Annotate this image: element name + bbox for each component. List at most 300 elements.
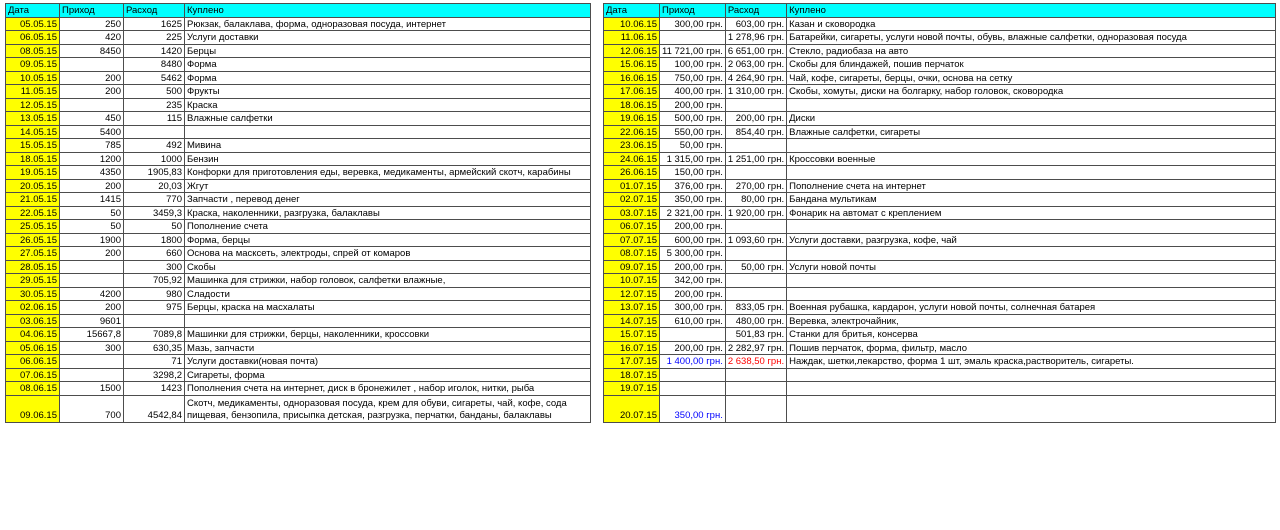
bought-cell[interactable]	[787, 287, 1276, 301]
income-cell[interactable]: 4200	[60, 287, 124, 301]
table-row	[6, 260, 591, 274]
income-cell[interactable]	[60, 58, 124, 72]
table-row	[6, 44, 591, 58]
bought-cell[interactable]: Сладости	[185, 287, 591, 301]
expense-cell[interactable]	[725, 382, 786, 396]
expense-cell[interactable]: 235	[124, 98, 185, 112]
expense-cell[interactable]: 2 282,97 грн.	[725, 341, 786, 355]
bought-cell[interactable]: Стекло, радиобаза на авто	[787, 44, 1276, 58]
income-cell[interactable]: 200,00 грн.	[660, 98, 726, 112]
bought-cell[interactable]: Форма	[185, 71, 591, 85]
table-row	[604, 139, 1276, 153]
expense-cell[interactable]: 1423	[124, 382, 185, 396]
table-row	[6, 328, 591, 342]
date-cell[interactable]: 19.05.15	[6, 166, 60, 180]
bought-cell[interactable]	[185, 125, 591, 139]
expense-cell[interactable]: 2 063,00 грн.	[725, 58, 786, 72]
table-row	[604, 328, 1276, 342]
table-row	[6, 152, 591, 166]
expense-cell[interactable]: 3298,2	[124, 368, 185, 382]
expense-cell[interactable]	[725, 368, 786, 382]
expense-cell[interactable]	[124, 314, 185, 328]
bought-cell[interactable]: Влажные салфетки	[185, 112, 591, 126]
date-cell[interactable]: 12.06.15	[604, 44, 660, 58]
expense-cell[interactable]: 71	[124, 355, 185, 369]
expense-cell[interactable]: 4542,84	[124, 395, 185, 422]
expense-cell[interactable]: 975	[124, 301, 185, 315]
expense-cell[interactable]	[725, 274, 786, 288]
date-cell[interactable]: 17.06.15	[604, 85, 660, 99]
date-cell[interactable]: 26.06.15	[604, 166, 660, 180]
income-cell[interactable]: 200	[60, 247, 124, 261]
expense-cell[interactable]: 6 651,00 грн.	[725, 44, 786, 58]
date-cell[interactable]: 15.07.15	[604, 328, 660, 342]
income-cell[interactable]: 11 721,00 грн.	[660, 44, 726, 58]
date-cell[interactable]: 08.07.15	[604, 247, 660, 261]
expense-cell[interactable]: 1000	[124, 152, 185, 166]
bought-cell[interactable]: Батарейки, сигареты, услуги новой почты, обувь, влажные салфетки, одноразовая посуда	[787, 31, 1276, 45]
income-cell[interactable]: 200,00 грн.	[660, 341, 726, 355]
date-cell[interactable]: 09.06.15	[6, 395, 60, 422]
date-cell[interactable]: 08.06.15	[6, 382, 60, 396]
expense-cell[interactable]: 3459,3	[124, 206, 185, 220]
date-cell[interactable]: 07.07.15	[604, 233, 660, 247]
expense-ledger-table-june-july	[603, 3, 1276, 423]
income-cell[interactable]: 750,00 грн.	[660, 71, 726, 85]
bought-cell[interactable]: Бензин	[185, 152, 591, 166]
date-cell[interactable]: 22.05.15	[6, 206, 60, 220]
expense-cell[interactable]	[725, 247, 786, 261]
date-cell[interactable]: 15.06.15	[604, 58, 660, 72]
date-cell[interactable]: 05.05.15	[6, 17, 60, 31]
expense-cell[interactable]: 603,00 грн.	[725, 17, 786, 31]
table-row	[604, 260, 1276, 274]
column-header-bought[interactable]: Куплено	[787, 4, 1276, 18]
date-cell[interactable]: 19.06.15	[604, 112, 660, 126]
bought-cell[interactable]: Форма, берцы	[185, 233, 591, 247]
expense-cell[interactable]: 80,00 грн.	[725, 193, 786, 207]
bought-cell[interactable]: Пошив перчаток, форма, фильтр, масло	[787, 341, 1276, 355]
bought-cell[interactable]	[787, 395, 1276, 422]
date-cell[interactable]: 06.05.15	[6, 31, 60, 45]
table-row	[604, 58, 1276, 72]
column-header-expense[interactable]: Расход	[124, 4, 185, 18]
expense-cell[interactable]: 5462	[124, 71, 185, 85]
bought-cell[interactable]: Основа на масксеть, электроды, спрей от комаров	[185, 247, 591, 261]
income-cell[interactable]: 9601	[60, 314, 124, 328]
expense-cell[interactable]	[725, 287, 786, 301]
table-row	[6, 233, 591, 247]
date-cell[interactable]: 20.07.15	[604, 395, 660, 422]
income-cell[interactable]: 600,00 грн.	[660, 233, 726, 247]
table-row	[6, 112, 591, 126]
date-cell[interactable]: 26.05.15	[6, 233, 60, 247]
income-cell[interactable]: 400,00 грн.	[660, 85, 726, 99]
bought-cell[interactable]	[787, 368, 1276, 382]
table-row	[604, 125, 1276, 139]
bought-cell[interactable]: Пополнение счета	[185, 220, 591, 234]
table-row	[6, 274, 591, 288]
table-row	[6, 85, 591, 99]
expense-cell[interactable]: 1905,83	[124, 166, 185, 180]
income-cell[interactable]	[60, 98, 124, 112]
table-row	[6, 355, 591, 369]
expense-cell[interactable]: 2 638,50 грн.	[725, 355, 786, 369]
table-row	[6, 395, 591, 422]
date-cell[interactable]: 18.06.15	[604, 98, 660, 112]
income-cell[interactable]: 200	[60, 71, 124, 85]
income-cell[interactable]: 200	[60, 85, 124, 99]
table-row	[6, 301, 591, 315]
bought-cell[interactable]: Скобы, хомуты, диски на болгарку, набор головок, сковородка	[787, 85, 1276, 99]
date-cell[interactable]: 10.07.15	[604, 274, 660, 288]
income-cell[interactable]	[60, 368, 124, 382]
table-row	[604, 179, 1276, 193]
bought-cell[interactable]: Военная рубашка, кардарон, услуги новой почты, солнечная батарея	[787, 301, 1276, 315]
table-row	[604, 314, 1276, 328]
table-row	[604, 44, 1276, 58]
date-cell[interactable]: 10.05.15	[6, 71, 60, 85]
expense-cell[interactable]: 50	[124, 220, 185, 234]
expense-cell[interactable]	[725, 220, 786, 234]
expense-cell[interactable]: 501,83 грн.	[725, 328, 786, 342]
income-cell[interactable]: 700	[60, 395, 124, 422]
income-cell[interactable]: 785	[60, 139, 124, 153]
table-row	[604, 112, 1276, 126]
income-cell[interactable]: 200,00 грн.	[660, 260, 726, 274]
expense-cell[interactable]: 833,05 грн.	[725, 301, 786, 315]
date-cell[interactable]: 04.06.15	[6, 328, 60, 342]
date-cell[interactable]: 16.06.15	[604, 71, 660, 85]
date-cell[interactable]: 03.06.15	[6, 314, 60, 328]
income-cell[interactable]: 342,00 грн.	[660, 274, 726, 288]
table-row	[6, 139, 591, 153]
date-cell[interactable]: 19.07.15	[604, 382, 660, 396]
income-cell[interactable]	[60, 260, 124, 274]
date-cell[interactable]: 13.05.15	[6, 112, 60, 126]
table-row	[6, 382, 591, 396]
table-row	[604, 395, 1276, 422]
income-cell[interactable]: 350,00 грн.	[660, 193, 726, 207]
table-row	[6, 220, 591, 234]
header-row	[6, 4, 591, 18]
date-cell[interactable]: 25.05.15	[6, 220, 60, 234]
date-cell[interactable]: 29.05.15	[6, 274, 60, 288]
table-row	[604, 274, 1276, 288]
date-cell[interactable]: 06.06.15	[6, 355, 60, 369]
bought-cell[interactable]: Наждак, шетки,лекарство, форма 1 шт, эмаль краска,растворитель, сигареты.	[787, 355, 1276, 369]
date-cell[interactable]: 08.05.15	[6, 44, 60, 58]
bought-cell[interactable]: Услуги доставки	[185, 31, 591, 45]
column-header-expense[interactable]: Расход	[725, 4, 786, 18]
bought-cell[interactable]: Услуги новой почты	[787, 260, 1276, 274]
date-cell[interactable]: 27.05.15	[6, 247, 60, 261]
expense-cell[interactable]: 1 251,00 грн.	[725, 152, 786, 166]
date-cell[interactable]: 22.06.15	[604, 125, 660, 139]
date-cell[interactable]: 03.07.15	[604, 206, 660, 220]
income-cell[interactable]	[660, 382, 726, 396]
date-cell[interactable]: 11.05.15	[6, 85, 60, 99]
bought-cell[interactable]: Жгут	[185, 179, 591, 193]
income-cell[interactable]: 2 321,00 грн.	[660, 206, 726, 220]
date-cell[interactable]: 12.07.15	[604, 287, 660, 301]
bought-cell[interactable]: Краска, наколенники, разгрузка, балаклавы	[185, 206, 591, 220]
expense-cell[interactable]: 115	[124, 112, 185, 126]
table-row	[6, 125, 591, 139]
bought-cell[interactable]: Услуги доставки(новая почта)	[185, 355, 591, 369]
income-cell[interactable]: 300,00 грн.	[660, 17, 726, 31]
expense-cell[interactable]: 1 310,00 грн.	[725, 85, 786, 99]
bought-cell[interactable]	[787, 139, 1276, 153]
bought-cell[interactable]	[787, 382, 1276, 396]
date-cell[interactable]: 13.07.15	[604, 301, 660, 315]
bought-cell[interactable]: Форма	[185, 58, 591, 72]
bought-cell[interactable]	[787, 220, 1276, 234]
expense-cell[interactable]: 300	[124, 260, 185, 274]
date-cell[interactable]: 01.07.15	[604, 179, 660, 193]
bought-cell[interactable]: Влажные салфетки, сигареты	[787, 125, 1276, 139]
date-cell[interactable]: 16.07.15	[604, 341, 660, 355]
table-row	[6, 247, 591, 261]
bought-cell[interactable]: Берцы, краска на масхалаты	[185, 301, 591, 315]
table-row	[6, 314, 591, 328]
bought-cell[interactable]: Станки для бритья, консерва	[787, 328, 1276, 342]
income-cell[interactable]	[660, 368, 726, 382]
bought-cell[interactable]: Сигареты, форма	[185, 368, 591, 382]
date-cell[interactable]: 05.06.15	[6, 341, 60, 355]
bought-cell[interactable]	[185, 314, 591, 328]
bought-cell[interactable]	[787, 274, 1276, 288]
bought-cell[interactable]: Конфорки для приготовления еды, веревка, медикаменты, армейский скотч, карабины	[185, 166, 591, 180]
income-cell[interactable]: 150,00 грн.	[660, 166, 726, 180]
table-row	[604, 31, 1276, 45]
column-header-date[interactable]: Дата	[604, 4, 660, 18]
table-row	[6, 58, 591, 72]
income-cell[interactable]: 1415	[60, 193, 124, 207]
expense-cell[interactable]: 1 920,00 грн.	[725, 206, 786, 220]
column-header-date[interactable]: Дата	[6, 4, 60, 18]
bought-cell[interactable]: Мивина	[185, 139, 591, 153]
bought-cell[interactable]	[787, 166, 1276, 180]
date-cell[interactable]: 02.07.15	[604, 193, 660, 207]
bought-cell[interactable]: Запчасти , перевод денег	[185, 193, 591, 207]
income-cell[interactable]	[660, 328, 726, 342]
expense-cell[interactable]: 4 264,90 грн.	[725, 71, 786, 85]
table-row	[604, 355, 1276, 369]
column-header-income[interactable]: Приход	[660, 4, 726, 18]
expense-cell[interactable]: 20,03	[124, 179, 185, 193]
bought-cell[interactable]: Веревка, электрочайник,	[787, 314, 1276, 328]
date-cell[interactable]: 21.05.15	[6, 193, 60, 207]
table-row	[604, 301, 1276, 315]
expense-cell[interactable]: 1 278,96 грн.	[725, 31, 786, 45]
income-cell[interactable]	[60, 274, 124, 288]
expense-cell[interactable]: 50,00 грн.	[725, 260, 786, 274]
bought-cell[interactable]: Мазь, запчасти	[185, 341, 591, 355]
table-row	[6, 341, 591, 355]
income-cell[interactable]: 550,00 грн.	[660, 125, 726, 139]
income-cell[interactable]: 1 400,00 грн.	[660, 355, 726, 369]
column-header-bought[interactable]: Куплено	[185, 4, 591, 18]
expense-cell[interactable]: 630,35	[124, 341, 185, 355]
date-cell[interactable]: 09.05.15	[6, 58, 60, 72]
expense-cell[interactable]: 225	[124, 31, 185, 45]
income-cell[interactable]: 15667,8	[60, 328, 124, 342]
bought-cell[interactable]: Скобы	[185, 260, 591, 274]
table-row	[6, 368, 591, 382]
date-cell[interactable]: 09.07.15	[604, 260, 660, 274]
date-cell[interactable]: 06.07.15	[604, 220, 660, 234]
bought-cell[interactable]	[787, 247, 1276, 261]
table-row	[604, 368, 1276, 382]
bought-cell[interactable]: Скотч, медикаменты, одноразовая посуда, крем для обуви, сигареты, чай, кофе, сода пищевая, бензопила, присыпка детская, разгрузка, перчатки, банданы, балаклавы	[185, 395, 591, 422]
table-row	[604, 85, 1276, 99]
table-row	[604, 152, 1276, 166]
table-row	[604, 17, 1276, 31]
bought-cell[interactable]: Фрукты	[185, 85, 591, 99]
bought-cell[interactable]: Пополнения счета на интернет, диск в бронежилет , набор иголок, нитки, рыба	[185, 382, 591, 396]
date-cell[interactable]: 10.06.15	[604, 17, 660, 31]
expense-cell[interactable]	[124, 125, 185, 139]
bought-cell[interactable]: Пополнение счета на интернет	[787, 179, 1276, 193]
date-cell[interactable]: 23.06.15	[604, 139, 660, 153]
income-cell[interactable]: 4350	[60, 166, 124, 180]
bought-cell[interactable]: Фонарик на автомат с креплением	[787, 206, 1276, 220]
expense-cell[interactable]: 980	[124, 287, 185, 301]
income-cell[interactable]: 1500	[60, 382, 124, 396]
expense-cell[interactable]: 8480	[124, 58, 185, 72]
bought-cell[interactable]: Услуги доставки, разгрузка, кофе, чай	[787, 233, 1276, 247]
table-row	[604, 382, 1276, 396]
bought-cell[interactable]	[787, 98, 1276, 112]
date-cell[interactable]: 17.07.15	[604, 355, 660, 369]
table-row	[604, 233, 1276, 247]
table-row	[604, 166, 1276, 180]
expense-cell[interactable]: 660	[124, 247, 185, 261]
income-cell[interactable]: 1 315,00 грн.	[660, 152, 726, 166]
date-cell[interactable]: 07.06.15	[6, 368, 60, 382]
bought-cell[interactable]: Чай, кофе, сигареты, берцы, очки, основа на сетку	[787, 71, 1276, 85]
date-cell[interactable]: 18.05.15	[6, 152, 60, 166]
income-cell[interactable]: 50	[60, 220, 124, 234]
table-row	[6, 31, 591, 45]
income-cell[interactable]	[60, 355, 124, 369]
date-cell[interactable]: 02.06.15	[6, 301, 60, 315]
table-row	[6, 179, 591, 193]
income-cell[interactable]: 100,00 грн.	[660, 58, 726, 72]
expense-cell[interactable]: 854,40 грн.	[725, 125, 786, 139]
bought-cell[interactable]: Машинка для стрижки, набор головок, салфетки влажные,	[185, 274, 591, 288]
income-cell[interactable]: 300,00 грн.	[660, 301, 726, 315]
expense-cell[interactable]: 200,00 грн.	[725, 112, 786, 126]
date-cell[interactable]: 12.05.15	[6, 98, 60, 112]
header-row	[604, 4, 1276, 18]
date-cell[interactable]: 24.06.15	[604, 152, 660, 166]
income-cell[interactable]: 350,00 грн.	[660, 395, 726, 422]
expense-cell[interactable]: 1 093,60 грн.	[725, 233, 786, 247]
bought-cell[interactable]: Казан и сковородка	[787, 17, 1276, 31]
table-row	[604, 220, 1276, 234]
expense-cell[interactable]: 7089,8	[124, 328, 185, 342]
bought-cell[interactable]: Машинки для стрижки, берцы, наколенники, кроссовки	[185, 328, 591, 342]
income-cell[interactable]: 420	[60, 31, 124, 45]
expense-cell[interactable]: 770	[124, 193, 185, 207]
income-cell[interactable]: 1900	[60, 233, 124, 247]
expense-cell[interactable]	[725, 166, 786, 180]
table-row	[6, 206, 591, 220]
column-header-income[interactable]: Приход	[60, 4, 124, 18]
date-cell[interactable]: 14.07.15	[604, 314, 660, 328]
income-cell[interactable]: 5 300,00 грн.	[660, 247, 726, 261]
table-row	[604, 71, 1276, 85]
income-cell[interactable]: 200	[60, 301, 124, 315]
date-cell[interactable]: 28.05.15	[6, 260, 60, 274]
income-cell[interactable]	[660, 31, 726, 45]
income-cell[interactable]: 50	[60, 206, 124, 220]
expense-cell[interactable]: 1625	[124, 17, 185, 31]
income-cell[interactable]: 300	[60, 341, 124, 355]
expense-cell[interactable]	[725, 98, 786, 112]
expense-cell[interactable]: 270,00 грн.	[725, 179, 786, 193]
table-row	[6, 17, 591, 31]
bought-cell[interactable]: Берцы	[185, 44, 591, 58]
expense-cell[interactable]	[725, 395, 786, 422]
income-cell[interactable]: 376,00 грн.	[660, 179, 726, 193]
income-cell[interactable]: 1200	[60, 152, 124, 166]
income-cell[interactable]: 50,00 грн.	[660, 139, 726, 153]
expense-cell[interactable]: 1420	[124, 44, 185, 58]
date-cell[interactable]: 14.05.15	[6, 125, 60, 139]
date-cell[interactable]: 30.05.15	[6, 287, 60, 301]
table-row	[604, 98, 1276, 112]
income-cell[interactable]: 200,00 грн.	[660, 220, 726, 234]
table-row	[6, 166, 591, 180]
expense-cell[interactable]: 492	[124, 139, 185, 153]
date-cell[interactable]: 20.05.15	[6, 179, 60, 193]
table-row	[604, 341, 1276, 355]
bought-cell[interactable]: Рюкзак, балаклава, форма, одноразовая посуда, интернет	[185, 17, 591, 31]
date-cell[interactable]: 15.05.15	[6, 139, 60, 153]
table-row	[604, 287, 1276, 301]
income-cell[interactable]: 5400	[60, 125, 124, 139]
bought-cell[interactable]: Диски	[787, 112, 1276, 126]
expense-cell[interactable]	[725, 139, 786, 153]
expense-cell[interactable]: 500	[124, 85, 185, 99]
bought-cell[interactable]: Скобы для блиндажей, пошив перчаток	[787, 58, 1276, 72]
income-cell[interactable]: 450	[60, 112, 124, 126]
expense-cell[interactable]: 705,92	[124, 274, 185, 288]
table-row	[6, 287, 591, 301]
income-cell[interactable]: 8450	[60, 44, 124, 58]
table-row	[604, 206, 1276, 220]
income-cell[interactable]: 610,00 грн.	[660, 314, 726, 328]
bought-cell[interactable]: Кроссовки военные	[787, 152, 1276, 166]
date-cell[interactable]: 18.07.15	[604, 368, 660, 382]
table-row	[604, 193, 1276, 207]
expense-cell[interactable]: 480,00 грн.	[725, 314, 786, 328]
table-row	[604, 247, 1276, 261]
bought-cell[interactable]: Бандана мультикам	[787, 193, 1276, 207]
date-cell[interactable]: 11.06.15	[604, 31, 660, 45]
income-cell[interactable]: 200	[60, 179, 124, 193]
income-cell[interactable]: 250	[60, 17, 124, 31]
income-cell[interactable]: 200,00 грн.	[660, 287, 726, 301]
table-row	[6, 71, 591, 85]
expense-ledger-table-may	[5, 3, 591, 423]
expense-cell[interactable]: 1800	[124, 233, 185, 247]
bought-cell[interactable]: Краска	[185, 98, 591, 112]
income-cell[interactable]: 500,00 грн.	[660, 112, 726, 126]
